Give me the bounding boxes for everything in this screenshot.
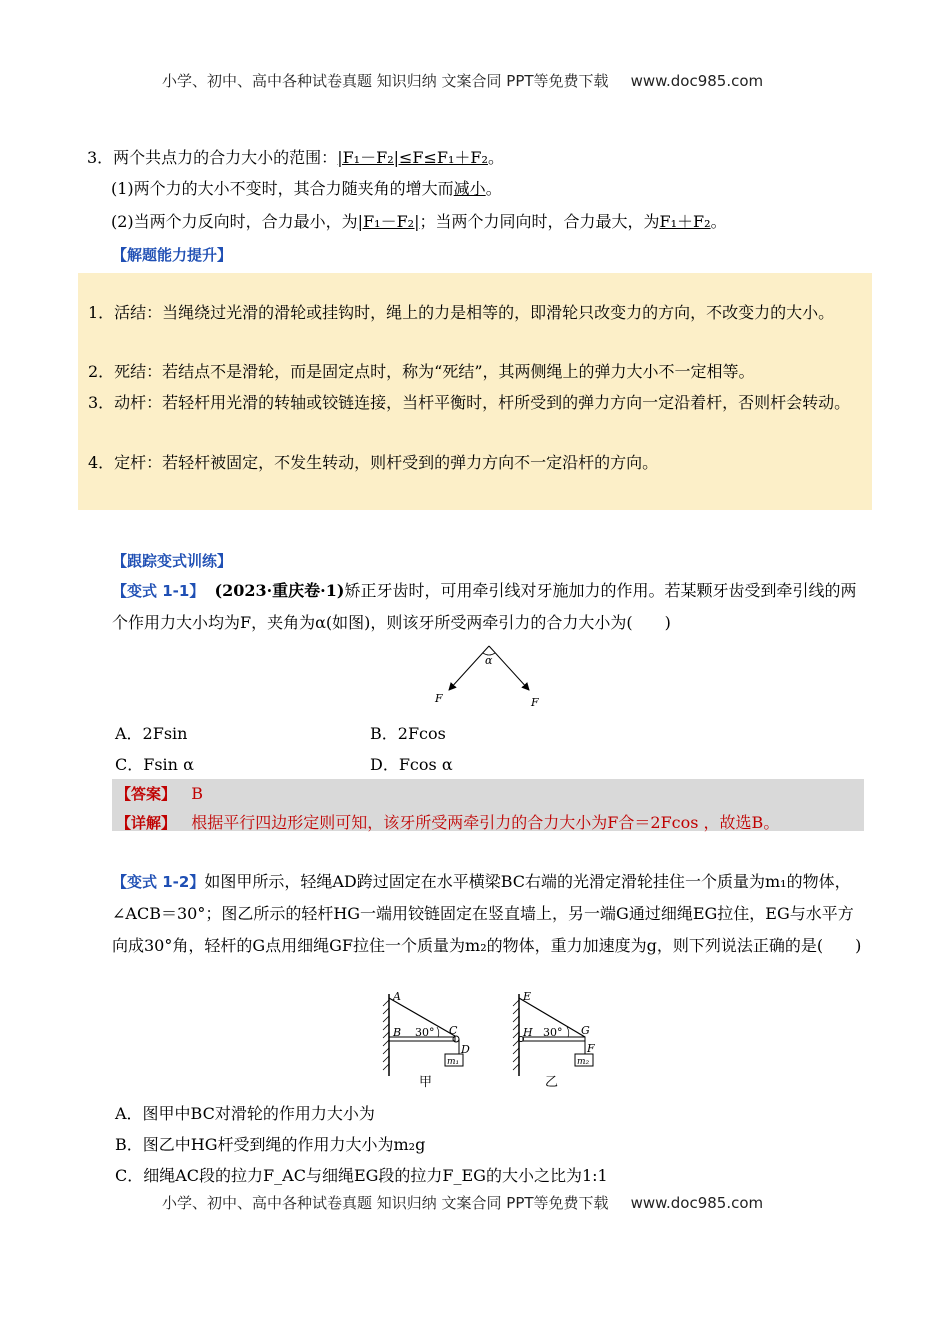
label-a: A: [393, 990, 401, 1003]
q2-tag: 【变式 1-2】: [112, 873, 205, 891]
label-c: C: [449, 1024, 458, 1037]
q2-option-b[interactable]: B．图乙中HG杆受到绳的作用力大小为m₂g: [115, 1135, 426, 1154]
q1-option-a[interactable]: A．2Fsin: [115, 724, 188, 743]
label-d: D: [461, 1043, 470, 1056]
sub1-text: (1)两个力的大小不变时，其合力随夹角的增大而: [111, 179, 454, 198]
footer-site[interactable]: www.doc985.com: [630, 1194, 764, 1212]
q1-force-figure: [425, 640, 555, 712]
caption-b: 乙: [545, 1075, 559, 1090]
angle-label: α: [485, 654, 493, 667]
q1-option-c[interactable]: C．Fsin α: [115, 755, 194, 774]
sub2-a: (2)当两个力反向时，合力最小，为: [111, 212, 358, 231]
hint-item: 1．活结：当绳绕过光滑的滑轮或挂钩时，绳上的力是相等的，即滑轮只改变力的方向，不改变力的大小。: [88, 303, 835, 322]
label-g: G: [581, 1024, 590, 1037]
hint-item: 3．动杆：若轻杆用光滑的转轴或铰链连接，当杆平衡时，杆所受到的弹力方向一定沿着杆，否则杆会转动。: [88, 393, 851, 412]
label-e: E: [523, 990, 532, 1003]
force-left-arrow: [449, 646, 489, 690]
caption-a: 甲: [419, 1075, 433, 1090]
detail-label: 【详解】: [116, 814, 177, 832]
point3-range: |F₁－F₂|≤F≤F₁＋F₂: [337, 148, 488, 167]
q1-option-d[interactable]: D．Fcos α: [370, 755, 453, 774]
label-h: H: [523, 1026, 533, 1039]
header-text: 小学、初中、高中各种试卷真题 知识归纳 文案合同 PPT等免费下载: [162, 72, 609, 90]
figure-a: [375, 990, 485, 1090]
point3-sub2: [111, 209, 727, 232]
q1-option-b[interactable]: B．2Fcos: [370, 724, 446, 743]
point3-line: [87, 145, 504, 168]
page-header: [162, 70, 763, 91]
hint-box: [78, 273, 872, 510]
q1-stem: [112, 575, 864, 639]
practice-heading: 【跟踪变式训练】: [112, 552, 233, 570]
q1-stem-text: 矫正牙齿时，可用牵引线对牙施加力的作用。若某颗牙齿受到牵引线的两个作用力大小均为F，夹角为α(如图)，则该牙所受两牵引力的合力大小为( ): [112, 581, 857, 632]
detail-text: 根据平行四边形定则可知，该牙所受两牵引力的合力大小为F合＝2Fcos ，故选B。: [191, 813, 780, 832]
answer-box: [112, 779, 864, 831]
sub1-answer: 减小: [453, 179, 486, 198]
sub2-d: F₁＋F₂: [659, 212, 711, 231]
point3-sub1: [111, 176, 502, 199]
sub2-b: |F₁－F₂|: [357, 212, 420, 231]
angle-b: 30°: [543, 1026, 563, 1039]
q1-source: (2023·重庆卷·1): [214, 581, 345, 600]
answer-value: B: [191, 784, 204, 803]
q1-tag: 【变式 1-1】: [112, 582, 205, 600]
q2-option-a[interactable]: A．图甲中BC对滑轮的作用力大小为: [115, 1104, 375, 1123]
point3-intro: 3．两个共点力的合力大小的范围：: [87, 148, 338, 167]
mass-label-a: m₁: [447, 1057, 460, 1067]
answer-line: [116, 783, 203, 804]
q2-stem-text: 如图甲所示，轻绳AD跨过固定在水平横梁BC右端的光滑定滑轮挂住一个质量为m₁的物体，∠ACB＝30°；图乙所示的轻杆HG一端用铰链固定在竖直墙上，另一端G通过细绳EG拉住，EG与水平方向成30°角，轻杆的G点用细绳GF拉住一个质量为m₂的物体，重力加速度为g，则下列说法正确的是( ): [112, 872, 862, 955]
hint-heading: 【解题能力提升】: [112, 246, 233, 264]
hint-item: 4．定杆：若轻杆被固定，不发生转动，则杆受到的弹力方向不一定沿杆的方向。: [88, 453, 659, 472]
page-footer: [162, 1192, 763, 1213]
force-right-label: F: [531, 696, 539, 709]
detail-line: [116, 810, 779, 833]
force-left-label: F: [435, 692, 443, 705]
header-site[interactable]: www.doc985.com: [630, 72, 764, 90]
angle-a: 30°: [415, 1026, 435, 1039]
q2-stem: [112, 866, 864, 962]
sub1-end: 。: [485, 179, 502, 198]
label-f: F: [587, 1042, 595, 1055]
label-b: B: [393, 1026, 402, 1039]
footer-text: 小学、初中、高中各种试卷真题 知识归纳 文案合同 PPT等免费下载: [162, 1194, 609, 1212]
q2-option-c[interactable]: C．细绳AC段的拉力F_AC与细绳EG段的拉力F_EG的大小之比为1:1: [115, 1166, 608, 1185]
hint-item: 2．死结：若结点不是滑轮，而是固定点时，称为“死结”，其两侧绳上的弹力大小不一定相等。: [88, 362, 755, 381]
force-right-arrow: [489, 646, 529, 690]
sub2-c: ；当两个力同向时，合力最大，为: [419, 212, 660, 231]
point3-end: 。: [487, 148, 504, 167]
answer-label: 【答案】: [116, 785, 177, 803]
sub2-e: 。: [710, 212, 727, 231]
mass-label-b: m₂: [577, 1057, 590, 1067]
figure-b: [505, 990, 615, 1090]
